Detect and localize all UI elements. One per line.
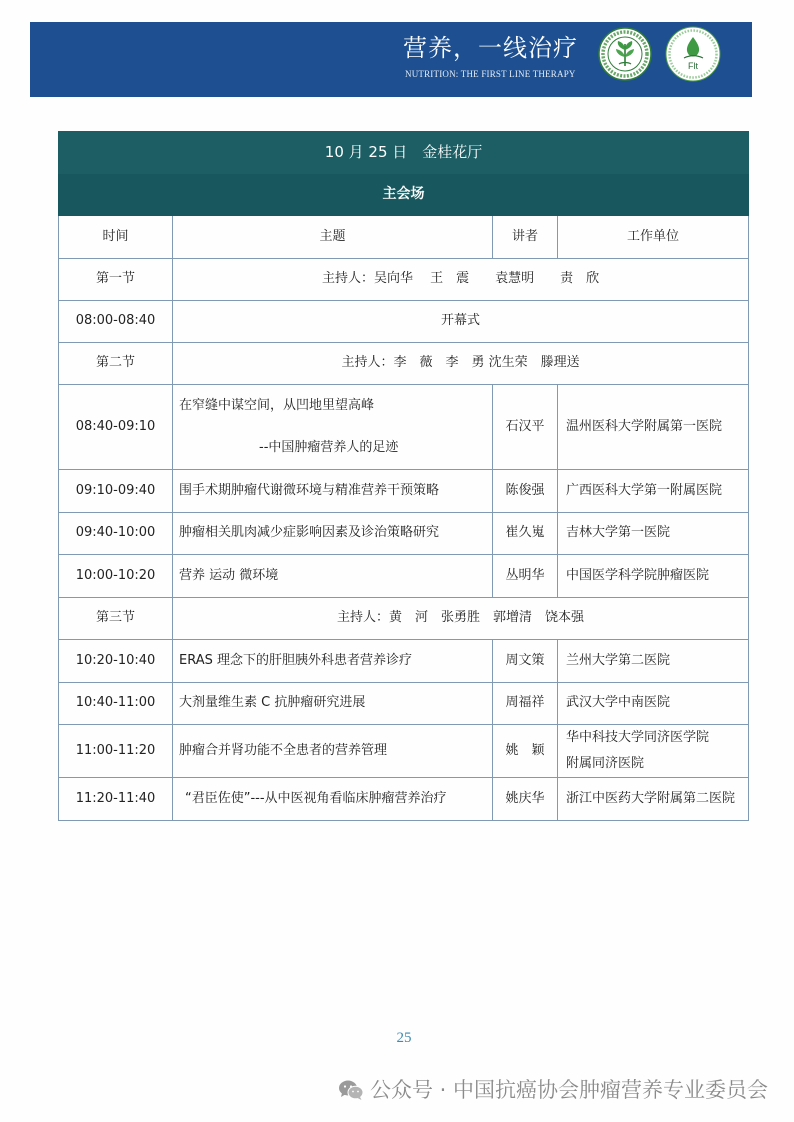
header-banner <box>30 22 752 97</box>
talk-speaker: 石汉平 <box>493 385 558 470</box>
column-header-topic: 主题 <box>173 216 493 259</box>
talk-row <box>59 640 749 683</box>
banner-subtitle: NUTRITION: THE FIRST LINE THERAPY <box>405 69 576 79</box>
talk-speaker: 陈俊强 <box>493 470 558 513</box>
hall-row <box>59 174 749 216</box>
talk-row <box>59 513 749 555</box>
column-header-row <box>59 216 749 259</box>
event-row <box>59 301 749 343</box>
column-header-speaker: 讲者 <box>493 216 558 259</box>
event-time: 08:00-08:40 <box>59 301 173 343</box>
flt-logo-icon <box>664 25 722 83</box>
section-row <box>59 598 749 640</box>
talk-unit: 吉林大学第一医院 <box>558 513 749 555</box>
section-hosts: 主持人：吴向华 王 震 袁慧明 责 欣 <box>173 259 749 301</box>
talk-row <box>59 555 749 598</box>
section-label: 第二节 <box>59 343 173 385</box>
talk-speaker: 姚 颖 <box>493 725 558 778</box>
talk-speaker: 丛明华 <box>493 555 558 598</box>
talk-speaker: 崔久嵬 <box>493 513 558 555</box>
section-hosts: 主持人：李 薇 李 勇 沈生荣 滕理送 <box>173 343 749 385</box>
section-row <box>59 259 749 301</box>
talk-row <box>59 778 749 821</box>
talk-unit: 兰州大学第二医院 <box>558 640 749 683</box>
talk-speaker: 周文策 <box>493 640 558 683</box>
schedule-table <box>58 131 749 821</box>
talk-topic: 围手术期肿瘤代谢微环境与精准营养干预策略 <box>173 470 493 513</box>
talk-time: 08:40-09:10 <box>59 385 173 470</box>
section-label: 第一节 <box>59 259 173 301</box>
talk-time: 11:20-11:40 <box>59 778 173 821</box>
talk-time: 09:10-09:40 <box>59 470 173 513</box>
talk-row <box>59 725 749 778</box>
talk-unit <box>558 725 749 778</box>
talk-topic: 肿瘤合并肾功能不全患者的营养管理 <box>173 725 493 778</box>
talk-topic-line: 在窄缝中谋空间，从凹地里望高峰 <box>179 398 375 413</box>
talk-unit: 中国医学科学院肿瘤医院 <box>558 555 749 598</box>
hall-name: 主会场 <box>59 174 749 216</box>
column-header-unit: 工作单位 <box>558 216 749 259</box>
talk-row <box>59 470 749 513</box>
talk-unit: 温州医科大学附属第一医院 <box>558 385 749 470</box>
association-logo-icon <box>597 26 653 82</box>
event-title: 开幕式 <box>173 301 749 343</box>
footer-watermark <box>338 1077 768 1103</box>
section-hosts: 主持人：黄 河 张勇胜 郭增清 饶本强 <box>173 598 749 640</box>
talk-unit: 广西医科大学第一附属医院 <box>558 470 749 513</box>
talk-row <box>59 683 749 725</box>
title-row <box>59 132 749 174</box>
banner-title: 营养，一线治疗 <box>403 34 578 62</box>
talk-unit: 浙江中医药大学附属第二医院 <box>558 778 749 821</box>
talk-topic: “君臣佐使”---从中医视角看临床肿瘤营养治疗 <box>173 778 493 821</box>
talk-row <box>59 385 749 470</box>
talk-topic: 营养 运动 微环境 <box>173 555 493 598</box>
wechat-icon <box>338 1079 364 1101</box>
page-number: 25 <box>396 1030 412 1046</box>
section-label: 第三节 <box>59 598 173 640</box>
talk-speaker: 姚庆华 <box>493 778 558 821</box>
talk-time: 11:00-11:20 <box>59 725 173 778</box>
column-header-time: 时间 <box>59 216 173 259</box>
logo-label: Flt <box>688 61 698 71</box>
talk-speaker: 周福祥 <box>493 683 558 725</box>
talk-topic <box>173 385 493 470</box>
date-venue: 10 月 25 日 金桂花厅 <box>59 132 749 174</box>
talk-topic: 大剂量维生素 C 抗肿瘤研究进展 <box>173 683 493 725</box>
talk-time: 09:40-10:00 <box>59 513 173 555</box>
section-row <box>59 343 749 385</box>
talk-unit-line: 附属同济医院 <box>566 756 645 771</box>
talk-time: 10:00-10:20 <box>59 555 173 598</box>
talk-topic: 肿瘤相关肌肉减少症影响因素及诊治策略研究 <box>173 513 493 555</box>
talk-time: 10:20-10:40 <box>59 640 173 683</box>
talk-time: 10:40-11:00 <box>59 683 173 725</box>
talk-topic: ERAS 理念下的肝胆胰外科患者营养诊疗 <box>173 640 493 683</box>
talk-unit: 武汉大学中南医院 <box>558 683 749 725</box>
talk-unit-line: 华中科技大学同济医学院 <box>566 730 710 745</box>
watermark-text: 公众号 · 中国抗癌协会肿瘤营养专业委员会 <box>369 1078 768 1102</box>
talk-topic-subline: --中国肿瘤营养人的足迹 <box>259 440 399 455</box>
